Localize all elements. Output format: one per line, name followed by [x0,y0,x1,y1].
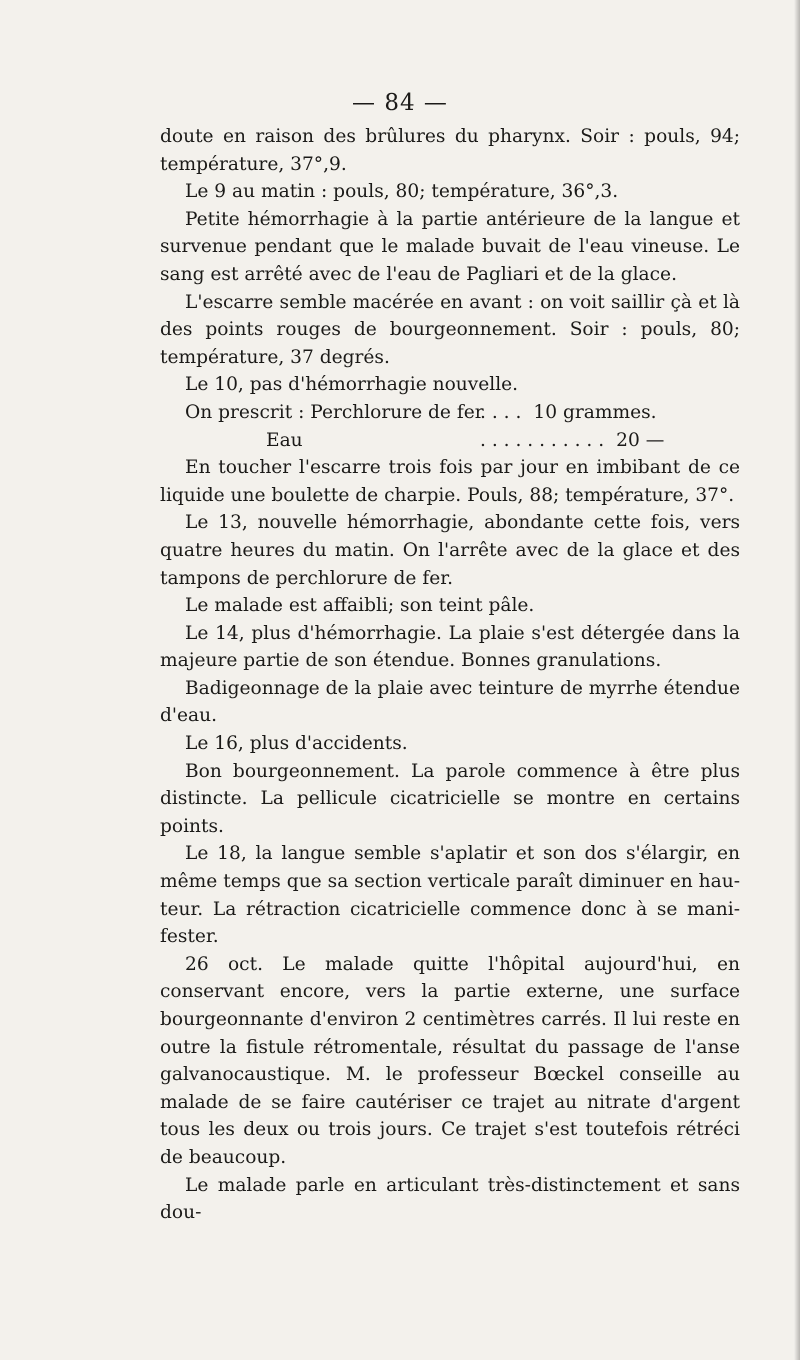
paragraph: Le 14, plus d'hémorrhagie. La plaie s'est détergée dans la majeure partie de son étendue. Bonnes granulations. [160,622,740,672]
paragraph: 26 oct. Le malade quitte l'hôpital aujourd'hui, en conservant encore, vers la partie externe, une surface bourgeonnante d'environ 2 centimètres carrés. Il lui reste en outre la fistule rétromentale, résultat du passage de l'anse galvanocaustique. M. le professeur Bœckel conseille au malade de se faire cautériser ce trajet au nitrate d'argent tous les deux ou trois jours. Ce trajet s'est toutefois rétréci de beaucoup. [160,953,740,1168]
paragraph: Bon bourgeonnement. La parole commence à être plus distincte. La pellicule cicatricielle se montre en certains points. [160,760,740,837]
paragraph: L'escarre semble macérée en avant : on voit saillir çà et là des points rouges de bourgeonnement. Soir : pouls, 80; température, 37 degrés. [160,291,740,368]
paragraph: Le 16, plus d'accidents. [185,733,408,755]
prescription-item: Eau [266,429,303,451]
prescription-dots: . . . . [480,401,522,423]
paragraph: Le 10, pas d'hémorrhagie nouvelle. [185,374,519,396]
paragraph: En toucher l'escarre trois fois par jour en imbibant de ce liquide une boulette de charpie. Pouls, 88; température, 37°. [160,457,740,506]
prescription-line-1 [160,399,740,427]
page-number: — 84 — [352,90,448,116]
paragraph: Le malade parle en articulant très-distinctement et sans dou- [160,1174,740,1224]
paragraph: Le 13, nouvelle hémorrhagie, abondante cette fois, vers quatre heures du matin. On l'arrête avec de la glace et des tampons de perchlorure de fer. [160,512,740,589]
paragraph: Badigeonnage de la plaie avec teinture de myrrhe étendue d'eau. [160,677,740,727]
prescription-line-2 [160,427,740,455]
paragraph-continuation: doute en raison des brûlures du pharynx. Soir : pouls, 94; température, 37°,9. [160,126,740,175]
prescription-dots: . . . . . . . . . . . [480,429,605,451]
paragraph: Le malade est affaibli; son teint pâle. [185,595,535,617]
prescription-quantity: 10 grammes. [533,401,657,423]
paragraph: Petite hémorrhagie à la partie antérieure de la langue et survenue pendant que le malade buvait de l'eau vineuse. Le sang est arrêté avec de l'eau de Pagliari et de la glace. [160,208,740,285]
paragraph: Le 18, la langue semble s'aplatir et son dos s'élargir, en même temps que sa section verticale paraît diminuer en hauteur. La rétraction cicatricielle commence donc à se manifester. [160,843,740,948]
prescription-intro: On prescrit : Perchlorure de fer [185,401,484,423]
prescription-quantity: 20 — [616,429,665,451]
page-edge-shadow [794,0,800,1360]
body-text [160,123,740,1227]
paragraph: Le 9 au matin : pouls, 80; température, 36°,3. [185,181,619,203]
